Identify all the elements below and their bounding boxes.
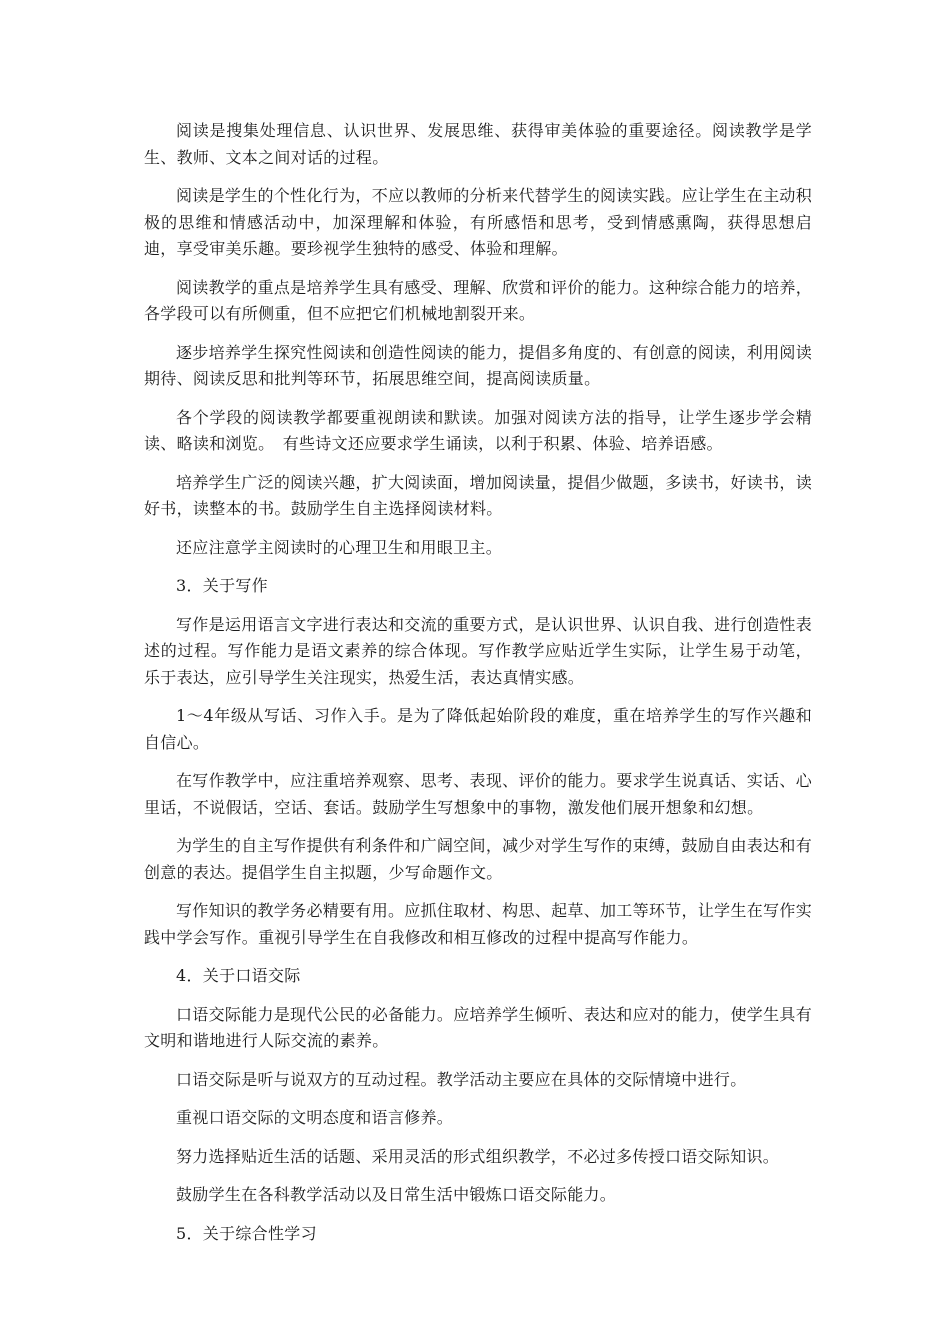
section-heading-writing: 3．关于写作: [176, 576, 268, 595]
paragraph: 写作知识的教学务必精要有用。应抓住取材、构思、起草、加工等环节，让学生在写作实践中学会写作。重视引导学生在自我修改和相互修改的过程中提高写作能力。: [144, 901, 812, 947]
section-heading-integrated-learning: 5．关于综合性学习: [176, 1223, 317, 1243]
paragraph: 口语交际能力是现代公民的必备能力。应培养学生倾听、表达和应对的能力，使学生具有文明和谐地进行人际交流的素养。: [144, 1004, 812, 1050]
paragraph: 各个学段的阅读教学都要重视朗读和默读。加强对阅读方法的指导，让学生逐步学会精读、略读和浏览。 有些诗文还应要求学生诵读，以利于积累、体验、培养语感。: [144, 407, 812, 453]
paragraph: 还应注意学主阅读时的心理卫生和用眼卫主。: [176, 537, 503, 557]
paragraph: 为学生的自主写作提供有利条件和广阔空间，减少对学生写作的束缚，鼓励自由表达和有创意的表达。提倡学生自主拟题，少写命题作文。: [144, 836, 812, 882]
paragraph: 逐步培养学生探究性阅读和创造性阅读的能力，提倡多角度的、有创意的阅读，利用阅读期待、阅读反思和批判等环节，拓展思维空间，提高阅读质量。: [144, 342, 812, 388]
paragraph: 在写作教学中，应注重培养观察、思考、表现、评价的能力。要求学生说真话、实话、心里话，不说假话，空话、套话。鼓励学生写想象中的事物，激发他们展开想象和幻想。: [144, 771, 812, 817]
paragraph: 培养学生广泛的阅读兴趣，扩大阅读面，增加阅读量，提倡少做题，多读书，好读书，读好书，读整本的书。鼓励学生自主选择阅读材料。: [144, 472, 812, 518]
paragraph: 努力选择贴近生活的话题、采用灵活的形式组织教学，不必过多传授口语交际知识。: [176, 1146, 780, 1166]
paragraph: 阅读是搜集处理信息、认识世界、发展思维、获得审美体验的重要途径。阅读教学是学生、教师、文本之间对话的过程。: [144, 121, 812, 167]
paragraph: 口语交际是听与说双方的互动过程。教学活动主要应在具体的交际情境中进行。: [176, 1069, 747, 1089]
paragraph: 鼓励学生在各科教学活动以及日常生活中锻炼口语交际能力。: [176, 1185, 617, 1204]
paragraph: 阅读教学的重点是培养学生具有感受、理解、欣赏和评价的能力。这种综合能力的培养，各学段可以有所侧重，但不应把它们机械地割裂开来。: [144, 277, 812, 323]
section-heading-oral-communication: 4．关于口语交际: [176, 966, 301, 985]
paragraph: 1～4年级从写话、习作入手。是为了降低起始阶段的难度，重在培养学生的写作兴趣和自信心。: [144, 706, 812, 752]
paragraph: 阅读是学生的个性化行为，不应以教师的分析来代替学生的阅读实践。应让学生在主动积极的思维和情感活动中，加深理解和体验，有所感悟和思考，受到情感熏陶，获得思想启迪，享受审美乐趣。要珍视学生独特的感受、体验和理解。: [144, 186, 812, 258]
paragraph: 写作是运用语言文字进行表达和交流的重要方式，是认识世界、认识自我、进行创造性表述的过程。写作能力是语文素养的综合体现。写作教学应贴近学生实际，让学生易于动笔，乐于表达，应引导学生关注现实，热爱生活，表达真情实感。: [144, 614, 812, 687]
document-body: [144, 118, 812, 1259]
paragraph: 重视口语交际的文明态度和语言修养。: [176, 1108, 454, 1127]
